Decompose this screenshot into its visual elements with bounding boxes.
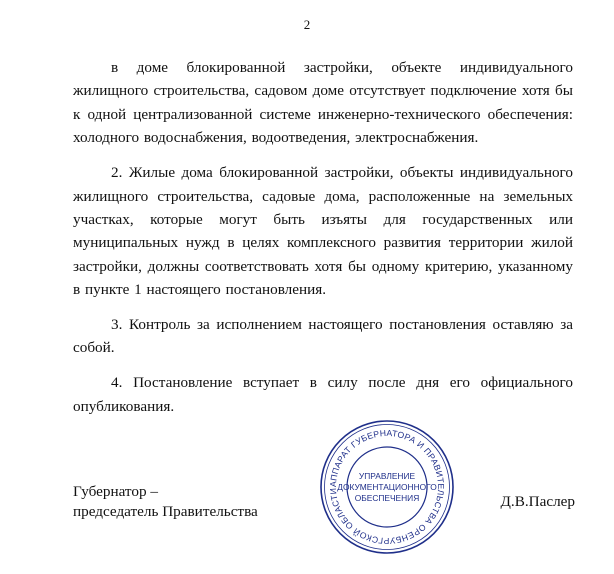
signatory-position: [73, 482, 258, 522]
signatory-position-line-1: Губернатор –: [73, 483, 158, 500]
seal-graphic: [318, 418, 456, 556]
paragraph-item-2: 2. Жилые дома блокированной застройки, объекты индивидуального жилищного строительства, садовые дома, расположенные на земельных участках, которые могут быть изъяты для государственных или муниципальных нужд в целях комплексного развития территории жилой застройки, должны соответствовать хотя бы одному критерию, указанному в пункте 1 настоящего постановления.: [73, 164, 573, 299]
paragraph-item-3: 3. Контроль за исполнением настоящего постановления оставляю за собой.: [73, 316, 573, 357]
seal-center-line-1: УПРАВЛЕНИЕ: [358, 471, 416, 481]
paragraph-continuation: в доме блокированной застройки, объекте индивидуального жилищного строительства, садовом доме отсутствует подключение хотя бы к одной централизованной системе инженерно-технического обеспечения: холодного водоснабжения, водоотведения, электроснабжения.: [73, 59, 573, 147]
signatory-name: Д.В.Паслер: [500, 493, 575, 510]
seal-ring-text: АППАРАТ ГУБЕРНАТОРА И ПРАВИТЕЛЬСТВА ОРЕНБУРГСКОЙ ОБЛАСТИ: [327, 427, 447, 547]
paragraph-item-4: 4. Постановление вступает в силу после дня его официального опубликования.: [73, 374, 573, 415]
seal-center-line-2: ДОКУМЕНТАЦИОННОГО: [337, 482, 437, 492]
seal-center-line-3: ОБЕСПЕЧЕНИЯ: [354, 493, 420, 503]
page-number: 2: [303, 17, 311, 32]
signatory-position-line-2: председатель Правительства: [73, 503, 258, 520]
document-body: [73, 56, 573, 430]
official-seal-stamp: [318, 418, 456, 556]
